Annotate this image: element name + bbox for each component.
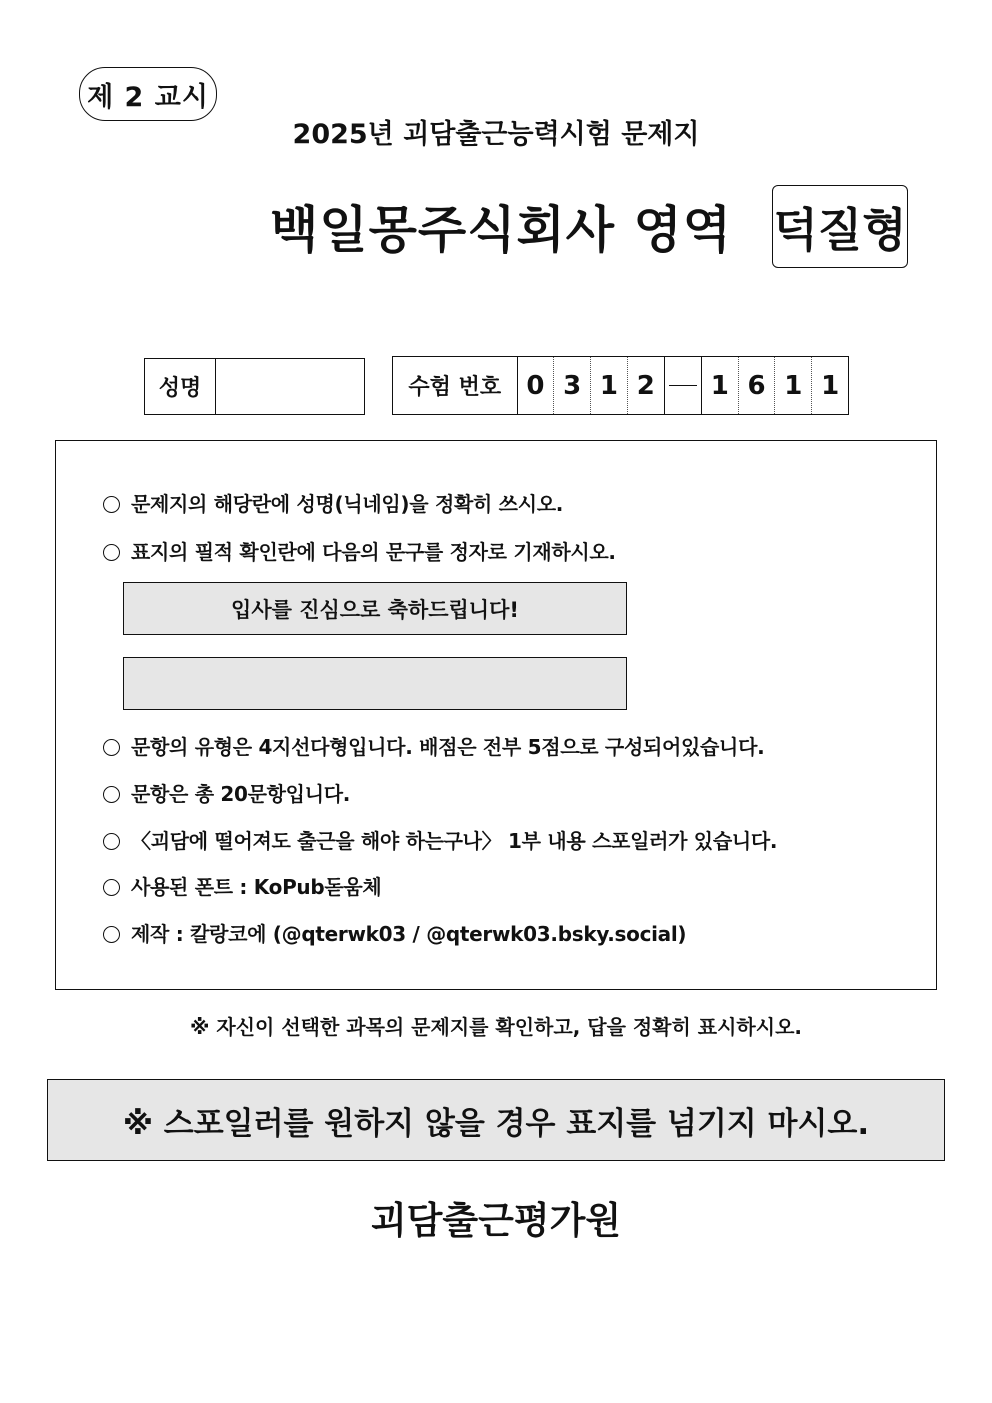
circle-bullet-icon [103, 739, 120, 756]
circle-bullet-icon [103, 926, 120, 943]
instruction-item [103, 918, 686, 947]
exam-number-digit: 1 [775, 357, 812, 414]
subject-check-note: ※ 자신이 선택한 과목의 문제지를 확인하고, 답을 정확히 표시하시오. [190, 1015, 802, 1039]
name-input[interactable] [216, 359, 364, 414]
instruction-item [103, 778, 350, 807]
exam-number-separator [665, 357, 702, 414]
instruction-item [103, 731, 764, 760]
exam-title: 2025년 괴담출근능력시험 문제지 [292, 119, 700, 150]
exam-number-digit: 1 [821, 370, 840, 401]
handwriting-phrase-box: 입사를 진심으로 축하드립니다! [123, 582, 627, 635]
exam-number-digit: 1 [591, 357, 628, 414]
period-badge: 제 2 교시 [79, 67, 217, 121]
name-field-box [144, 358, 365, 415]
instructions-box [55, 440, 937, 990]
handwriting-input-box[interactable] [123, 657, 627, 710]
instruction-text: 문제지의 해당란에 성명(닉네임)을 정확히 쓰시오. [131, 492, 564, 516]
instruction-item [103, 825, 777, 854]
circle-bullet-icon [103, 833, 120, 850]
instruction-text: 제작 : 칼랑코에 (@qterwk03 / @qterwk03.bsky.social) [131, 922, 687, 946]
exam-number-box [392, 356, 849, 415]
subject-title: 백일몽주식회사 영역 [270, 201, 733, 259]
exam-number-digit: 3 [554, 357, 591, 414]
instruction-item [103, 488, 563, 517]
exam-number-digit: 1 [702, 357, 739, 414]
spoiler-warning-box: ※ 스포일러를 원하지 않을 경우 표지를 넘기지 마시오. [47, 1079, 945, 1161]
exam-number-digit: 6 [739, 357, 776, 414]
exam-type-box: 덕질형 [772, 185, 908, 268]
circle-bullet-icon [103, 544, 120, 561]
instruction-text: 문항의 유형은 4지선다형입니다. 배점은 전부 5점으로 구성되어있습니다. [131, 735, 765, 759]
instruction-text: 사용된 폰트 : KoPub돋움체 [131, 875, 382, 899]
instruction-item [103, 536, 616, 565]
circle-bullet-icon [103, 786, 120, 803]
exam-number-digit: 2 [628, 357, 665, 414]
circle-bullet-icon [103, 879, 120, 896]
exam-number-label: 수험 번호 [393, 357, 518, 414]
circle-bullet-icon [103, 496, 120, 513]
instruction-text: 문항은 총 20문항입니다. [131, 782, 351, 806]
instruction-item [103, 871, 381, 900]
name-label: 성명 [145, 359, 216, 414]
instruction-text: 표지의 필적 확인란에 다음의 문구를 정자로 기재하시오. [131, 540, 616, 564]
instruction-text: 〈괴담에 떨어져도 출근을 해야 하는구나〉 1부 내용 스포일러가 있습니다. [131, 829, 778, 853]
organization-name: 괴담출근평가원 [370, 1199, 622, 1242]
exam-number-digit: 0 [518, 357, 555, 414]
